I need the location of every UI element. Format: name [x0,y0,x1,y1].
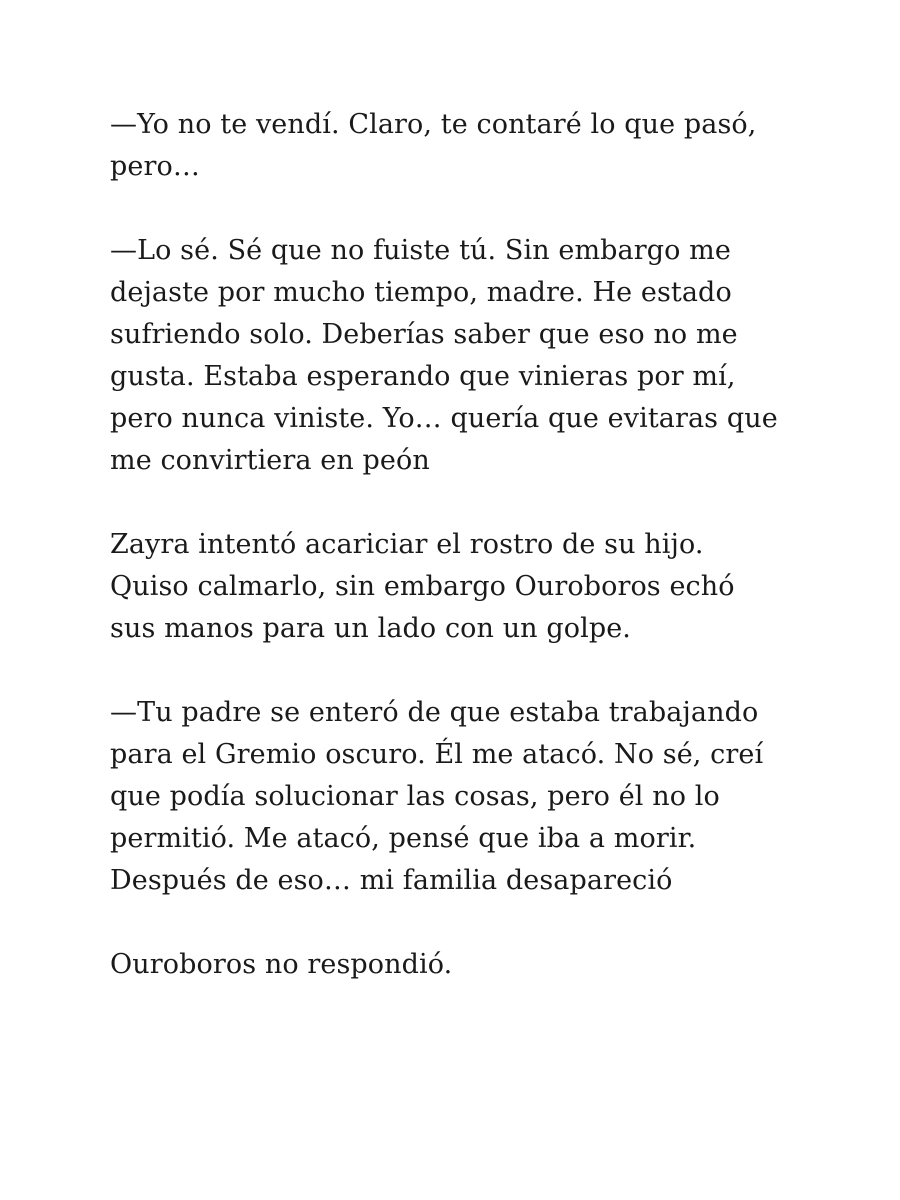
paragraph-1 [110,104,810,188]
text-line: sus manos para un lado con un golpe. [110,613,631,644]
document-page [110,104,810,1028]
text-line: para el Gremio oscuro. Él me atacó. No sé, creí [110,739,764,770]
paragraph-3 [110,524,810,650]
text-line: —Tu padre se enteró de que estaba trabajando [110,697,759,728]
text-line: Quiso calmarlo, sin embargo Ouroboros echó [110,571,735,602]
text-line: Después de eso… mi familia desapareció [110,865,673,896]
paragraph-4 [110,692,810,902]
paragraph-5 [110,944,810,986]
text-line: pero nunca viniste. Yo… quería que evitaras que [110,403,778,434]
text-line: me convirtiera en peón [110,445,430,476]
paragraph-2 [110,230,810,482]
text-line: —Lo sé. Sé que no fuiste tú. Sin embargo me [110,235,731,266]
text-line: sufriendo solo. Deberías saber que eso no me [110,319,738,350]
text-line: —Yo no te vendí. Claro, te contaré lo que pasó, [110,109,757,140]
text-line: gusta. Estaba esperando que vinieras por mí, [110,361,736,392]
text-line: pero… [110,151,200,182]
text-line: Ouroboros no respondió. [110,949,453,980]
text-line: Zayra intentó acariciar el rostro de su hijo. [110,529,704,560]
text-line: que podía solucionar las cosas, pero él no lo [110,781,720,812]
text-line: dejaste por mucho tiempo, madre. He estado [110,277,732,308]
text-line: permitió. Me atacó, pensé que iba a morir. [110,823,697,854]
